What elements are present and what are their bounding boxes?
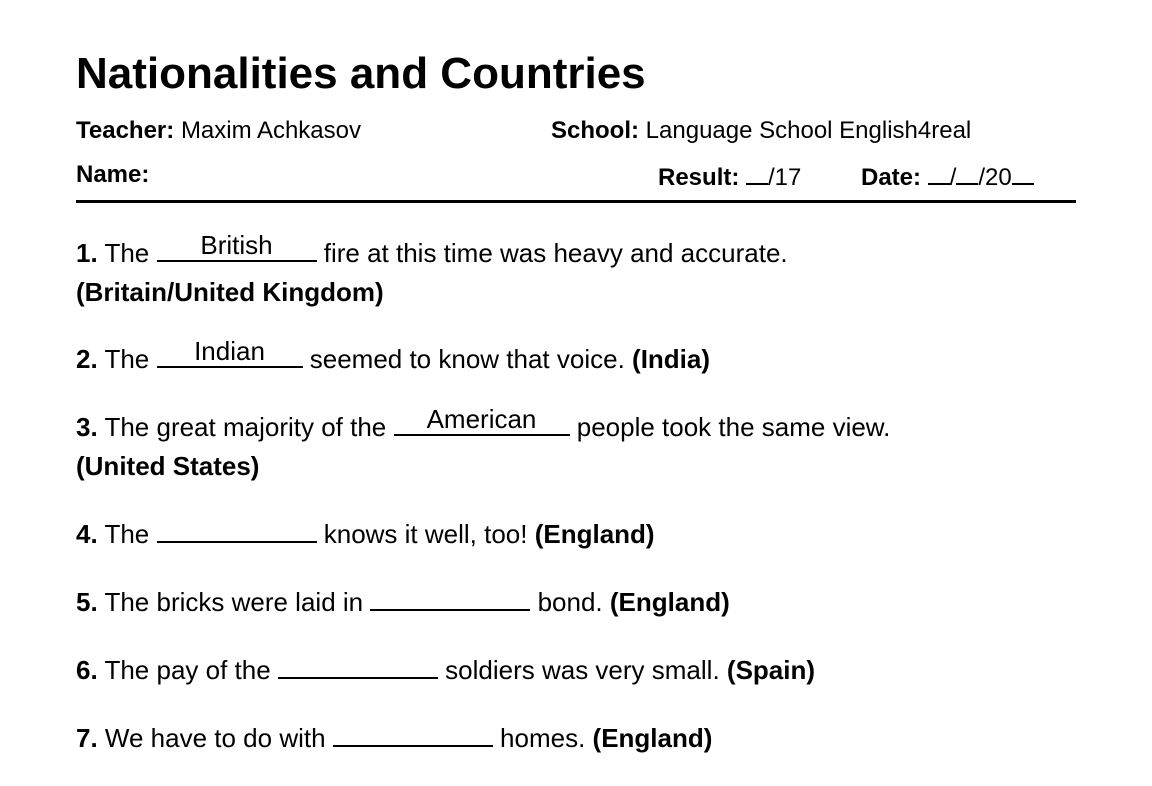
result-line — [658, 163, 801, 190]
date-year-prefix: /20 — [978, 164, 1012, 191]
question-hint: (England) — [592, 723, 713, 753]
question-hint: (India) — [632, 344, 711, 374]
question-hint: (Britain/United Kingdom) — [76, 277, 384, 307]
question-number: 3. — [76, 412, 98, 442]
question-number: 6. — [76, 655, 98, 685]
school-name: Language School English4real — [645, 117, 972, 144]
question-hint: (England) — [609, 587, 730, 617]
result-label: Result: — [658, 164, 740, 191]
result-value: /17 — [768, 164, 802, 191]
question-3 — [76, 404, 891, 486]
question-number: 2. — [76, 344, 98, 374]
question-5 — [76, 583, 730, 622]
header-divider — [76, 200, 1076, 203]
question-text-before: The great majority of the — [104, 412, 387, 442]
answer-blank[interactable] — [278, 651, 438, 679]
question-text-before: The — [104, 344, 150, 374]
question-text-after: homes. — [500, 723, 586, 753]
date-day-blank[interactable] — [928, 163, 950, 185]
answer-blank[interactable] — [394, 404, 570, 436]
question-hint: (Spain) — [726, 655, 816, 685]
question-number: 7. — [76, 723, 98, 753]
answer-blank[interactable] — [370, 583, 530, 611]
answer-blank[interactable] — [157, 230, 317, 262]
question-hint: (England) — [534, 519, 655, 549]
question-number: 4. — [76, 519, 98, 549]
teacher-line — [76, 119, 361, 143]
question-text-before: The — [104, 238, 150, 268]
question-text-before: The bricks were laid in — [104, 587, 364, 617]
answer-text: Indian — [194, 336, 265, 366]
school-label: School: — [551, 117, 639, 144]
question-text-after: fire at this time was heavy and accurate. — [323, 238, 788, 268]
question-text-after: people took the same view. — [576, 412, 891, 442]
school-line — [551, 119, 971, 143]
teacher-name: Maxim Achkasov — [180, 117, 361, 144]
answer-blank[interactable] — [333, 719, 493, 747]
date-year-blank[interactable] — [1012, 163, 1034, 185]
question-hint: (United States) — [76, 451, 260, 481]
question-1 — [76, 230, 788, 312]
question-text-after: knows it well, too! — [323, 519, 528, 549]
teacher-label: Teacher: — [76, 117, 175, 144]
date-separator: / — [949, 164, 957, 191]
question-text-after: soldiers was very small. — [445, 655, 720, 685]
question-2 — [76, 336, 711, 379]
answer-text: American — [426, 404, 537, 434]
question-number: 5. — [76, 587, 98, 617]
answer-blank[interactable] — [157, 515, 317, 543]
question-4 — [76, 515, 655, 554]
worksheet-title: Nationalities and Countries — [76, 49, 646, 98]
question-text-before: The — [104, 519, 150, 549]
question-text-after: bond. — [537, 587, 603, 617]
date-month-blank[interactable] — [956, 163, 978, 185]
answer-blank[interactable] — [157, 336, 303, 368]
name-line — [76, 163, 149, 187]
question-text-before: The pay of the — [104, 655, 271, 685]
date-label: Date: — [861, 164, 922, 191]
question-text-before: We have to do with — [104, 723, 326, 753]
answer-text: British — [200, 230, 273, 260]
question-number: 1. — [76, 238, 98, 268]
date-line — [861, 163, 1034, 190]
result-blank[interactable] — [746, 163, 768, 185]
question-6 — [76, 651, 815, 690]
name-label: Name: — [76, 161, 150, 188]
question-7 — [76, 719, 712, 758]
question-text-after: seemed to know that voice. — [309, 344, 625, 374]
